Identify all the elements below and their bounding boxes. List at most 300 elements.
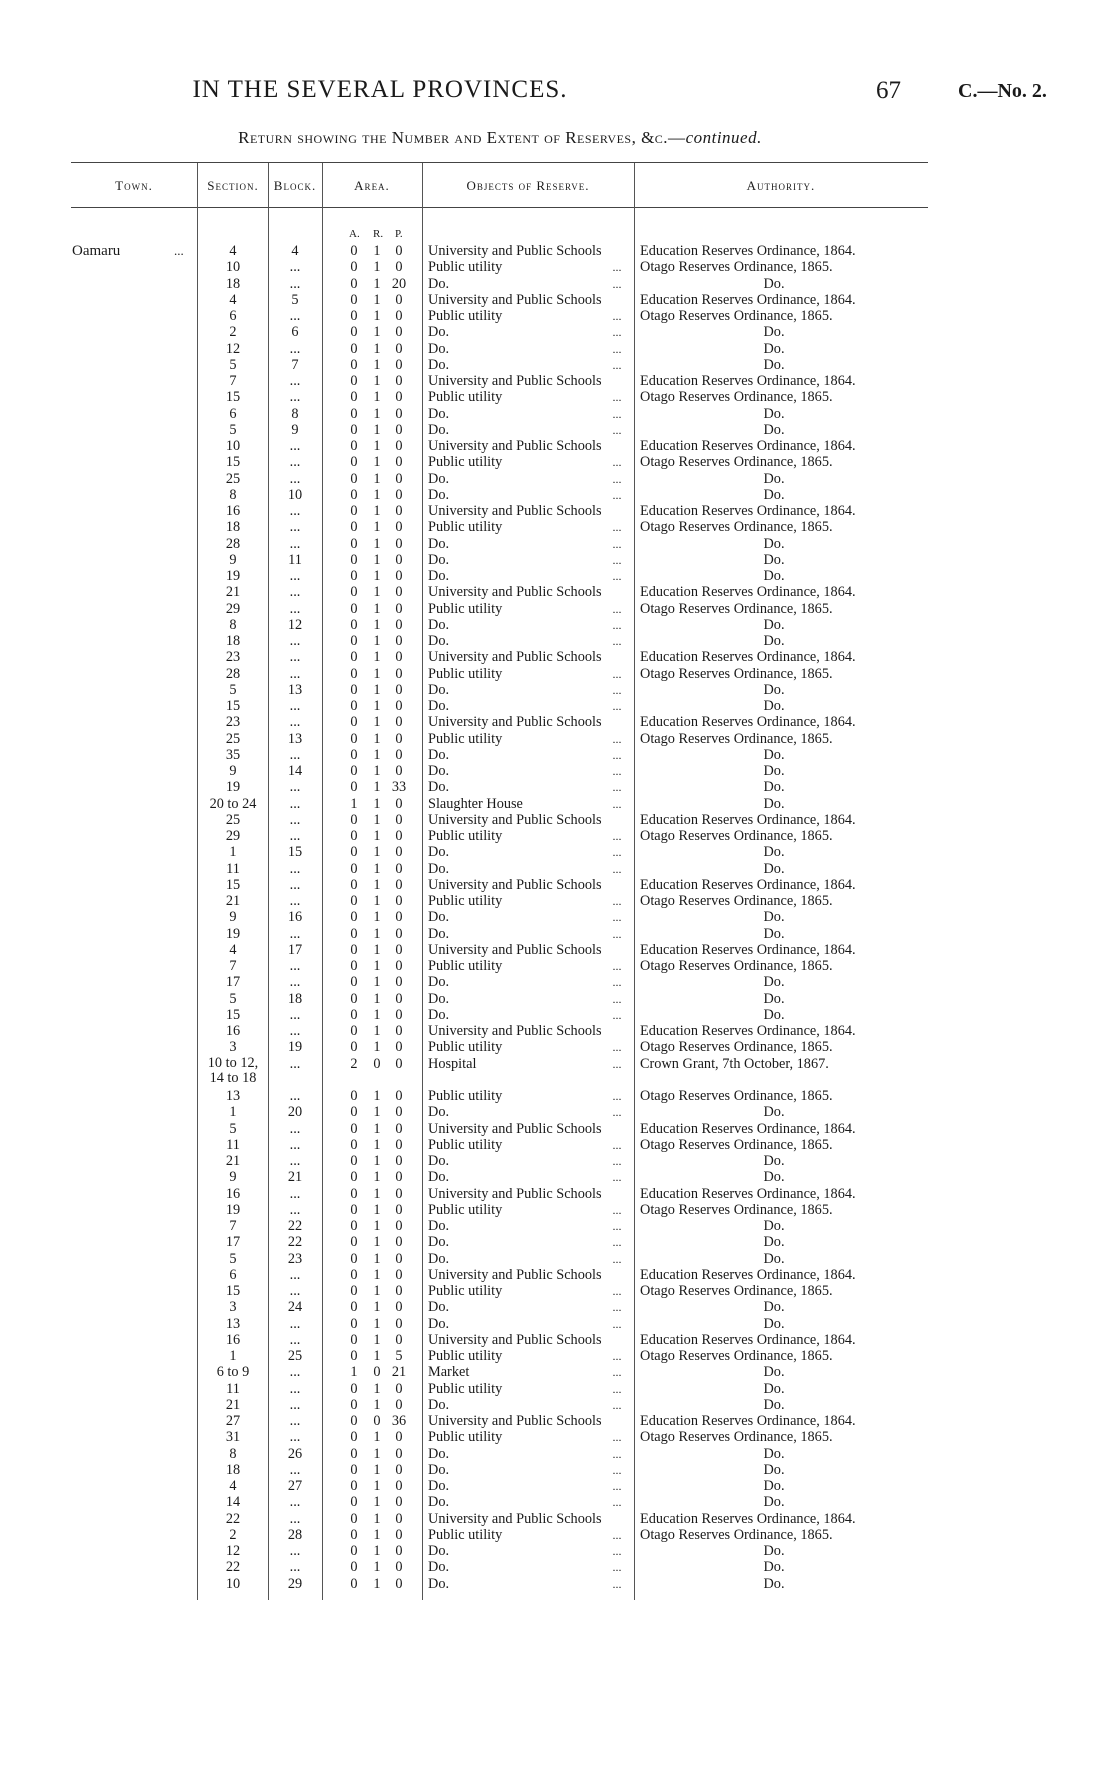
area-acres-cell: 0 xyxy=(350,1120,358,1137)
object-cell: Do. xyxy=(428,275,450,292)
area-roods-cell: 1 xyxy=(373,893,381,909)
area-roods-cell: 1 xyxy=(373,568,381,584)
table-row xyxy=(0,568,1114,584)
authority-cell: Do. xyxy=(763,681,785,698)
area-acres-cell: 0 xyxy=(350,275,358,292)
section-cell: 9 xyxy=(229,551,237,568)
area-roods-cell: 1 xyxy=(373,1380,381,1397)
block-cell: ... xyxy=(289,1461,301,1478)
section-cell: 29 xyxy=(225,600,241,617)
authority-cell: Do. xyxy=(763,405,785,422)
column-header-objects: Objects of Reserve. xyxy=(466,178,590,193)
block-cell: ... xyxy=(289,259,301,276)
authority-cell: Education Reserves Ordinance, 1864. xyxy=(640,1023,856,1039)
block-cell: 15 xyxy=(287,844,303,861)
table-row xyxy=(0,1088,1114,1104)
table-row xyxy=(0,601,1114,617)
leader-dots: ... xyxy=(612,601,622,616)
block-cell: ... xyxy=(289,584,301,601)
area-acres-cell: 0 xyxy=(350,1315,358,1332)
object-cell: Do. xyxy=(428,405,450,422)
block-cell: ... xyxy=(289,535,301,552)
area-acres-cell: 0 xyxy=(350,1478,358,1494)
section-cell: 6 to 9 xyxy=(216,1364,250,1381)
leader-dots: ... xyxy=(612,260,622,275)
area-roods-cell: 1 xyxy=(373,340,381,357)
area-roods-cell: 1 xyxy=(373,1266,381,1283)
area-roods-cell: 1 xyxy=(373,503,381,519)
column-header-town: Town. xyxy=(115,178,153,193)
authority-cell: Otago Reserves Ordinance, 1865. xyxy=(640,1283,833,1299)
authority-cell: Otago Reserves Ordinance, 1865. xyxy=(640,1136,833,1153)
area-roods-cell: 1 xyxy=(373,1348,381,1364)
leader-dots: ... xyxy=(612,796,622,811)
block-cell: ... xyxy=(289,1201,301,1218)
authority-cell: Do. xyxy=(763,844,785,861)
authority-cell: Education Reserves Ordinance, 1864. xyxy=(640,503,856,519)
object-cell: Do. xyxy=(428,1299,450,1316)
object-cell: Public utility xyxy=(428,308,503,324)
area-roods-cell: 1 xyxy=(373,649,381,666)
town-name: Oamaru xyxy=(72,243,121,259)
area-roods-cell: 1 xyxy=(373,438,381,454)
authority-cell: Do. xyxy=(763,990,785,1007)
object-cell: University and Public Schools xyxy=(428,373,602,389)
area-acres-cell: 0 xyxy=(350,308,358,324)
object-cell: Do. xyxy=(428,1478,450,1494)
section-cell: 15 xyxy=(225,876,241,893)
section-cell: 15 xyxy=(225,698,241,714)
area-perches-cell: 20 xyxy=(391,275,407,292)
section-cell: 6 xyxy=(229,308,237,324)
object-cell: University and Public Schools xyxy=(428,941,602,958)
block-cell: ... xyxy=(289,746,301,763)
area-roods-cell: 1 xyxy=(373,389,381,406)
object-cell: Do. xyxy=(428,779,450,796)
area-perches-cell: 0 xyxy=(395,1331,403,1348)
block-cell: ... xyxy=(289,811,301,828)
object-cell: Do. xyxy=(428,1445,450,1462)
section-cell: 15 xyxy=(225,389,241,406)
area-acres-cell: 0 xyxy=(350,389,358,406)
authority-cell: Otago Reserves Ordinance, 1865. xyxy=(640,389,833,406)
area-perches-cell: 0 xyxy=(395,1543,403,1559)
area-perches-cell: 0 xyxy=(395,730,403,747)
section-cell: 2 xyxy=(229,1526,237,1543)
authority-cell: Otago Reserves Ordinance, 1865. xyxy=(640,958,833,974)
authority-cell: Do. xyxy=(763,1169,785,1186)
block-cell: ... xyxy=(289,698,301,714)
authority-cell: Do. xyxy=(763,421,785,438)
block-cell: 17 xyxy=(287,941,303,958)
table-row xyxy=(0,1429,1114,1445)
area-roods-cell: 1 xyxy=(373,519,381,536)
object-cell: Do. xyxy=(428,1315,450,1332)
area-roods-cell: 1 xyxy=(373,1429,381,1446)
authority-cell: Do. xyxy=(763,340,785,357)
section-cell: 16 xyxy=(225,1023,241,1039)
leader-dots: ... xyxy=(612,325,622,340)
area-roods-cell: 1 xyxy=(373,958,381,974)
area-acres-cell: 0 xyxy=(350,714,358,731)
section-cell: 21 xyxy=(225,893,241,909)
area-roods-cell: 0 xyxy=(373,1364,381,1381)
area-perches-cell: 0 xyxy=(395,876,403,893)
area-perches-cell: 0 xyxy=(395,649,403,666)
leader-dots: ... xyxy=(612,1007,622,1022)
table-row xyxy=(0,812,1114,828)
block-cell: 27 xyxy=(287,1478,303,1494)
section-cell: 19 xyxy=(225,568,241,584)
block-cell: ... xyxy=(289,1331,301,1348)
area-perches-cell: 0 xyxy=(395,1055,403,1072)
table-row xyxy=(0,666,1114,682)
authority-cell: Do. xyxy=(763,1315,785,1332)
block-cell: 16 xyxy=(287,909,303,926)
object-cell: Do. xyxy=(428,860,450,877)
area-acres-cell: 0 xyxy=(350,1445,358,1462)
section-cell: 12 xyxy=(225,1543,241,1559)
area-acres-cell: 0 xyxy=(350,1559,358,1576)
area-acres-cell: 0 xyxy=(350,486,358,503)
area-acres-cell: 0 xyxy=(350,1201,358,1218)
leader-dots: ... xyxy=(612,764,622,778)
area-perches-cell: 21 xyxy=(391,1364,407,1381)
area-perches-cell: 0 xyxy=(395,941,403,958)
authority-cell: Otago Reserves Ordinance, 1865. xyxy=(640,519,833,536)
area-acres-cell: 1 xyxy=(350,795,358,812)
leader-dots: ... xyxy=(612,894,622,908)
object-cell: University and Public Schools xyxy=(428,1331,602,1348)
area-roods-cell: 1 xyxy=(373,1023,381,1039)
table-row xyxy=(0,617,1114,633)
object-cell: University and Public Schools xyxy=(428,714,602,731)
leader-dots: ... xyxy=(612,552,622,567)
block-cell: ... xyxy=(289,1185,301,1202)
area-perches-cell: 0 xyxy=(395,519,403,536)
authority-cell: Education Reserves Ordinance, 1864. xyxy=(640,438,856,454)
section-cell: 13 xyxy=(225,1088,241,1104)
area-roods-cell: 1 xyxy=(373,698,381,714)
table-row xyxy=(0,503,1114,519)
area-perches-cell: 0 xyxy=(395,1266,403,1283)
area-acres-cell: 0 xyxy=(350,909,358,926)
block-cell: 4 xyxy=(291,243,299,259)
authority-cell: Do. xyxy=(763,974,785,991)
leader-dots: ... xyxy=(612,471,622,486)
section-cell: 11 xyxy=(226,860,240,877)
leader-dots: ... xyxy=(612,1397,622,1412)
area-perches-cell: 0 xyxy=(395,1088,403,1104)
object-cell: Do. xyxy=(428,356,450,373)
table-row xyxy=(0,779,1114,795)
section-cell: 12 xyxy=(225,340,241,357)
block-cell: ... xyxy=(289,1396,301,1413)
authority-cell: Do. xyxy=(763,356,785,373)
block-cell: ... xyxy=(289,649,301,666)
area-roods-cell: 1 xyxy=(373,1201,381,1218)
table-row xyxy=(0,1007,1114,1023)
section-cell: 4 xyxy=(229,1478,237,1494)
block-cell: 28 xyxy=(287,1526,303,1543)
section-cell: 9 xyxy=(229,1169,237,1186)
authority-cell: Do. xyxy=(763,860,785,877)
table-row xyxy=(0,357,1114,373)
table-row xyxy=(0,942,1114,958)
area-acres-cell: 0 xyxy=(350,259,358,276)
object-cell: University and Public Schools xyxy=(428,1510,602,1527)
table-row xyxy=(0,1267,1114,1283)
leader-dots: ... xyxy=(612,1154,622,1168)
section-cell: 5 xyxy=(229,421,237,438)
area-acres-cell: 0 xyxy=(350,844,358,861)
leader-dots: ... xyxy=(612,634,622,648)
area-roods-cell: 1 xyxy=(373,633,381,649)
authority-cell: Do. xyxy=(763,795,785,812)
block-cell: ... xyxy=(289,974,301,991)
table-row xyxy=(0,1153,1114,1169)
section-cell: 10 xyxy=(225,1575,241,1592)
object-cell: University and Public Schools xyxy=(428,1266,602,1283)
area-perches-cell: 0 xyxy=(395,291,403,308)
table-row xyxy=(0,731,1114,747)
section-cell: 25 xyxy=(225,811,241,828)
block-cell: 22 xyxy=(287,1218,303,1234)
area-perches-cell: 0 xyxy=(395,259,403,276)
area-roods-cell: 1 xyxy=(373,746,381,763)
area-perches-cell: 0 xyxy=(395,665,403,682)
section-cell: 8 xyxy=(229,486,237,503)
area-acres-cell: 0 xyxy=(350,633,358,649)
area-roods-cell: 1 xyxy=(373,1218,381,1234)
table-row xyxy=(0,958,1114,974)
area-acres-cell: 0 xyxy=(350,1510,358,1527)
table-row xyxy=(0,861,1114,877)
section-cell: 21 xyxy=(225,1153,241,1169)
authority-cell: Education Reserves Ordinance, 1864. xyxy=(640,811,856,828)
object-cell: Public utility xyxy=(428,600,503,617)
area-roods-cell: 1 xyxy=(373,421,381,438)
area-acres-cell: 0 xyxy=(350,893,358,909)
block-cell: ... xyxy=(289,438,301,454)
leader-dots: ... xyxy=(612,1251,622,1266)
block-cell: 12 xyxy=(287,616,303,633)
area-perches-cell: 0 xyxy=(395,535,403,552)
section-cell: 8 xyxy=(229,1445,237,1462)
area-acres-cell: 0 xyxy=(350,1396,358,1413)
table-row xyxy=(0,698,1114,714)
section-cell: 16 xyxy=(225,1185,241,1202)
block-cell: ... xyxy=(289,1006,301,1023)
area-acres-cell: 0 xyxy=(350,405,358,422)
authority-cell: Otago Reserves Ordinance, 1865. xyxy=(640,828,833,844)
area-acres-cell: 0 xyxy=(350,1413,358,1429)
area-roods-cell: 1 xyxy=(373,1575,381,1592)
section-cell: 27 xyxy=(225,1413,241,1429)
area-acres-cell: 0 xyxy=(350,779,358,796)
area-acres-cell: 0 xyxy=(350,876,358,893)
table-row xyxy=(0,1348,1114,1364)
table-row xyxy=(0,796,1114,812)
section-cell: 20 to 24 xyxy=(209,795,257,812)
object-cell: Public utility xyxy=(428,1283,503,1299)
block-cell: ... xyxy=(289,519,301,536)
table-row xyxy=(0,276,1114,292)
table-row xyxy=(0,471,1114,487)
authority-cell: Do. xyxy=(763,1494,785,1511)
area-acres-cell: 0 xyxy=(350,958,358,974)
block-cell: ... xyxy=(289,1315,301,1332)
object-cell: Do. xyxy=(428,1169,450,1186)
table-row xyxy=(0,893,1114,909)
area-perches-cell: 0 xyxy=(395,421,403,438)
area-perches-cell: 0 xyxy=(395,1494,403,1511)
area-roods-cell: 1 xyxy=(373,1543,381,1559)
leader-dots: ... xyxy=(612,1170,622,1185)
area-acres-cell: 0 xyxy=(350,1153,358,1169)
area-perches-cell: 0 xyxy=(395,925,403,942)
area-perches-cell: 0 xyxy=(395,1396,403,1413)
block-cell: ... xyxy=(289,454,301,471)
block-cell: ... xyxy=(289,1494,301,1511)
leader-dots: ... xyxy=(612,487,622,502)
area-perches-cell: 0 xyxy=(395,763,403,779)
object-cell: Do. xyxy=(428,990,450,1007)
section-cell: 21 xyxy=(225,1396,241,1413)
authority-cell: Otago Reserves Ordinance, 1865. xyxy=(640,1526,833,1543)
area-acres-cell: 0 xyxy=(350,665,358,682)
area-acres-cell: 0 xyxy=(350,519,358,536)
section-cell: 5 xyxy=(229,990,237,1007)
area-unit-roods: R. xyxy=(373,228,384,240)
object-cell: University and Public Schools xyxy=(428,438,602,454)
area-perches-cell: 0 xyxy=(395,1006,403,1023)
object-cell: Do. xyxy=(428,974,450,991)
block-cell: ... xyxy=(289,665,301,682)
area-acres-cell: 0 xyxy=(350,1283,358,1299)
section-cell: 7 xyxy=(229,1218,237,1234)
area-acres-cell: 0 xyxy=(350,746,358,763)
area-roods-cell: 1 xyxy=(373,600,381,617)
section-cell: 15 xyxy=(225,454,241,471)
block-cell: 6 xyxy=(291,324,299,341)
block-cell: 29 xyxy=(287,1575,303,1592)
area-perches-cell: 0 xyxy=(395,1461,403,1478)
object-cell: Do. xyxy=(428,698,450,714)
leader-dots: ... xyxy=(612,747,622,762)
leader-dots: ... xyxy=(612,861,622,876)
authority-cell: Education Reserves Ordinance, 1864. xyxy=(640,714,856,731)
area-perches-cell: 0 xyxy=(395,486,403,503)
section-cell: 17 xyxy=(225,1234,241,1251)
object-cell: Do. xyxy=(428,1250,450,1267)
area-roods-cell: 1 xyxy=(373,454,381,471)
block-cell: ... xyxy=(289,714,301,731)
block-cell: ... xyxy=(289,860,301,877)
area-perches-cell: 0 xyxy=(395,373,403,389)
authority-cell: Do. xyxy=(763,746,785,763)
area-roods-cell: 1 xyxy=(373,1283,381,1299)
authority-cell: Do. xyxy=(763,1543,785,1559)
area-acres-cell: 0 xyxy=(350,535,358,552)
section-cell: 18 xyxy=(225,1461,241,1478)
authority-cell: Do. xyxy=(763,568,785,584)
area-perches-cell: 0 xyxy=(395,454,403,471)
area-acres-cell: 0 xyxy=(350,974,358,991)
block-cell: 25 xyxy=(287,1348,303,1364)
section-cell: 17 xyxy=(225,974,241,991)
section-cell: 15 xyxy=(225,1006,241,1023)
block-cell: ... xyxy=(289,568,301,584)
authority-cell: Education Reserves Ordinance, 1864. xyxy=(640,373,856,389)
area-perches-cell: 0 xyxy=(395,633,403,649)
leader-dots: ... xyxy=(612,926,622,941)
section-cell: 23 xyxy=(225,649,241,666)
area-perches-cell: 0 xyxy=(395,389,403,406)
object-cell: Public utility xyxy=(428,1136,503,1153)
block-cell: ... xyxy=(289,275,301,292)
table-row xyxy=(0,1218,1114,1234)
object-cell: University and Public Schools xyxy=(428,1023,602,1039)
authority-cell: Do. xyxy=(763,616,785,633)
section-cell: 28 xyxy=(225,665,241,682)
area-acres-cell: 0 xyxy=(350,1185,358,1202)
block-cell: 5 xyxy=(291,291,299,308)
object-cell: Public utility xyxy=(428,958,503,974)
authority-cell: Do. xyxy=(763,470,785,487)
area-acres-cell: 0 xyxy=(350,1380,358,1397)
authority-cell: Do. xyxy=(763,1364,785,1381)
section-cell: 3 xyxy=(229,1039,237,1056)
authority-cell: Education Reserves Ordinance, 1864. xyxy=(640,1510,856,1527)
table-row xyxy=(0,341,1114,357)
object-cell: Do. xyxy=(428,324,450,341)
table-row xyxy=(0,828,1114,844)
authority-cell: Otago Reserves Ordinance, 1865. xyxy=(640,600,833,617)
area-roods-cell: 1 xyxy=(373,714,381,731)
table-row xyxy=(0,1039,1114,1055)
leader-dots: ... xyxy=(612,666,622,681)
table-row xyxy=(0,682,1114,698)
table-row xyxy=(0,519,1114,535)
object-cell: Do. xyxy=(428,763,450,779)
authority-cell: Do. xyxy=(763,763,785,779)
area-roods-cell: 1 xyxy=(373,616,381,633)
leader-dots: ... xyxy=(612,1560,622,1575)
section-cell: 1 xyxy=(229,844,237,861)
leader-dots: ... xyxy=(612,406,622,421)
table-row xyxy=(0,438,1114,454)
table-row xyxy=(0,454,1114,470)
leader-dots: ... xyxy=(612,1430,622,1445)
block-cell: 26 xyxy=(287,1445,303,1462)
table-row xyxy=(0,1316,1114,1332)
area-roods-cell: 1 xyxy=(373,1510,381,1527)
area-unit-perches: P. xyxy=(395,228,403,240)
block-cell: ... xyxy=(289,893,301,909)
block-cell: ... xyxy=(289,958,301,974)
table-row xyxy=(0,389,1114,405)
table-row xyxy=(0,1283,1114,1299)
authority-cell: Education Reserves Ordinance, 1864. xyxy=(640,941,856,958)
leader-dots: ... xyxy=(612,1527,622,1542)
block-cell: 19 xyxy=(287,1039,303,1056)
section-cell: 3 xyxy=(229,1299,237,1316)
area-perches-cell: 0 xyxy=(395,1136,403,1153)
section-cell: 2 xyxy=(229,324,237,341)
authority-cell: Do. xyxy=(763,779,785,796)
area-acres-cell: 0 xyxy=(350,503,358,519)
